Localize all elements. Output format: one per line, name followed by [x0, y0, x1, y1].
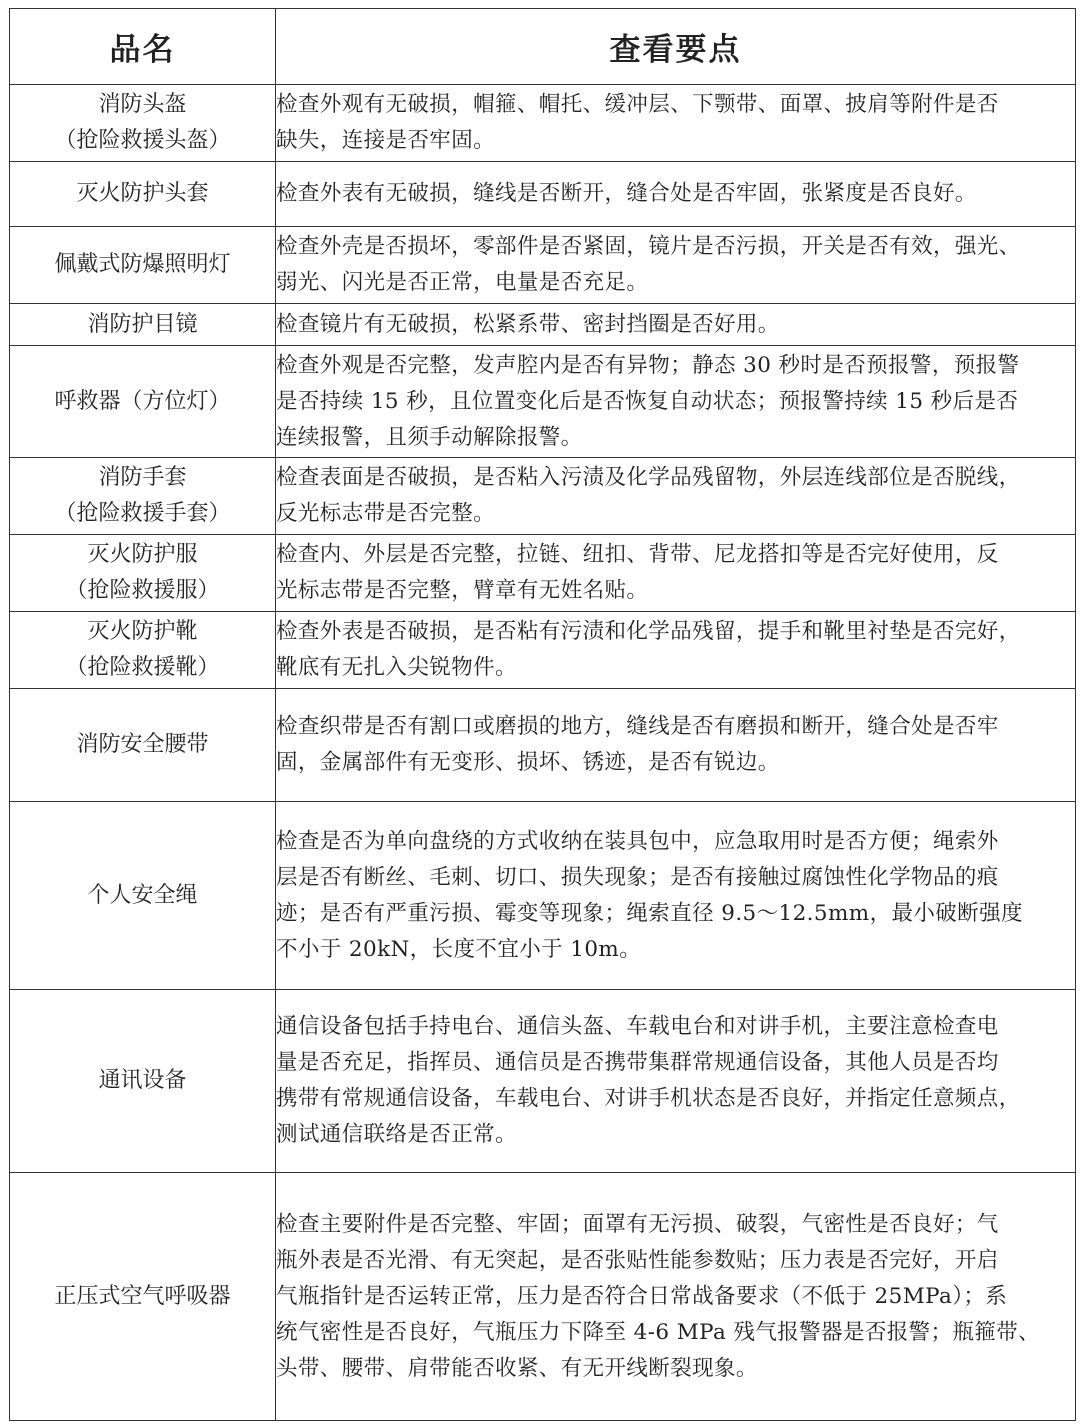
points-line: 检查表面是否破损，是否粘入污渍及化学品残留物，外层连线部位是否脱线，	[276, 465, 1021, 490]
item-name	[10, 1173, 276, 1421]
points-line: 检查是否为单向盘绕的方式收纳在装具包中，应急取用时是否方便；绳索外	[276, 828, 999, 854]
item-name-line: （抢险救援头盔）	[54, 128, 231, 153]
points-line: 气瓶指针是否运转正常，压力是否符合日常战备要求（不低于 25MPa）；系	[276, 1283, 1008, 1309]
points-line: 连续报警，且须手动解除报警。	[276, 424, 583, 450]
table-row	[10, 802, 1076, 990]
points-line: 缺失，连接是否牢固。	[276, 128, 496, 153]
header-row	[10, 9, 1076, 85]
item-points	[276, 346, 1076, 458]
points-line: 弱光、闪光是否正常，电量是否充足。	[276, 270, 649, 295]
item-name-line: 正压式空气呼吸器	[54, 1283, 231, 1309]
item-name-line: 消防安全腰带	[76, 732, 209, 757]
points-line: 检查外表是否破损，是否粘有污渍和化学品残留，提手和靴里衬垫是否完好，	[276, 619, 1021, 644]
table-row	[10, 990, 1076, 1173]
points-line: 统气密性是否良好，气瓶压力下降至 4-6 MPa 残气报警器是否报警；瓶箍带、	[276, 1319, 1041, 1345]
item-name-line: 佩戴式防爆照明灯	[54, 252, 231, 277]
points-line: 检查内、外层是否完整，拉链、纽扣、背带、尼龙搭扣等是否完好使用，反	[276, 542, 999, 567]
item-name-line: 消防头盔	[98, 92, 187, 117]
table-row	[10, 85, 1076, 162]
table-row	[10, 346, 1076, 458]
table-row	[10, 458, 1076, 535]
points-line: 反光标志带是否完整。	[276, 501, 496, 526]
points-line: 携带有常规通信设备，车载电台、对讲手机状态是否良好，并指定任意频点，	[276, 1086, 1021, 1111]
points-line: 检查织带是否有割口或磨损的地方，缝线是否有磨损和断开，缝合处是否牢	[276, 714, 999, 739]
points-line: 通信设备包括手持电台、通信头盔、车载电台和对讲手机，主要注意检查电	[276, 1014, 999, 1039]
table-row	[10, 535, 1076, 612]
points-line: 不小于 20kN，长度不宜小于 10m。	[276, 936, 642, 962]
points-line: 测试通信联络是否正常。	[276, 1122, 517, 1147]
points-line: 是否持续 15 秒，且位置变化后是否恢复自动状态；预报警持续 15 秒后是否	[276, 388, 1019, 414]
item-name	[10, 689, 276, 802]
table-row	[10, 227, 1076, 304]
item-points	[276, 458, 1076, 535]
item-points	[276, 535, 1076, 612]
item-name-line: 灭火防护靴	[87, 619, 198, 644]
item-name-line: （抢险救援服）	[65, 578, 220, 603]
item-name	[10, 85, 276, 162]
points-line: 靴底有无扎入尖锐物件。	[276, 655, 517, 680]
item-name-line: （抢险救援靴）	[65, 655, 220, 680]
item-points	[276, 612, 1076, 689]
item-name	[10, 612, 276, 689]
points-line: 迹；是否有严重污损、霉变等现象；绳索直径 9.5～12.5mm，最小破断强度	[276, 900, 1023, 926]
points-line: 检查外观有无破损，帽箍、帽托、缓冲层、下颚带、面罩、披肩等附件是否	[276, 92, 999, 117]
item-name-line: 灭火防护服	[87, 542, 198, 567]
item-name	[10, 227, 276, 304]
table-row	[10, 612, 1076, 689]
item-name-line: 消防护目镜	[87, 311, 198, 337]
table-row	[10, 162, 1076, 227]
item-points	[276, 227, 1076, 304]
points-line: 检查外壳是否损坏，零部件是否紧固，镜片是否污损，开关是否有效，强光、	[276, 234, 1021, 259]
table-row	[10, 304, 1076, 346]
item-points	[276, 689, 1076, 802]
table-row	[10, 1173, 1076, 1421]
item-points	[276, 1173, 1076, 1421]
points-line: 固，金属部件有无变形、损坏、锈迹，是否有锐边。	[276, 750, 780, 775]
points-line: 检查外表有无破损，缝线是否断开，缝合处是否牢固，张紧度是否良好。	[276, 181, 977, 206]
points-line: 层是否有断丝、毛刺、切口、损失现象；是否有接触过腐蚀性化学物品的痕	[276, 864, 999, 890]
points-line: 头带、腰带、肩带能否收紧、有无开线断裂现象。	[276, 1355, 758, 1381]
item-points	[276, 162, 1076, 227]
header-name: 品名	[10, 9, 276, 85]
points-line: 检查镜片有无破损，松紧系带、密封挡圈是否好用。	[276, 311, 780, 337]
header-points: 查看要点	[276, 9, 1076, 85]
item-name-line: 灭火防护头套	[76, 181, 209, 206]
points-line: 瓶外表是否光滑、有无突起，是否张贴性能参数贴；压力表是否完好，开启	[276, 1247, 999, 1273]
inspection-table	[9, 8, 1076, 1421]
table-row	[10, 689, 1076, 802]
points-line: 检查外观是否完整，发声腔内是否有异物；静态 30 秒时是否预报警，预报警	[276, 352, 1020, 378]
item-name	[10, 535, 276, 612]
item-name-line: 个人安全绳	[87, 882, 198, 908]
item-points	[276, 304, 1076, 346]
item-name-line: 消防手套	[98, 465, 187, 490]
item-name	[10, 162, 276, 227]
points-line: 检查主要附件是否完整、牢固；面罩有无污损、破裂，气密性是否良好；气	[276, 1211, 999, 1237]
item-name-line: 通讯设备	[98, 1068, 187, 1093]
item-points	[276, 802, 1076, 990]
item-name	[10, 458, 276, 535]
points-line: 光标志带是否完整，臂章有无姓名贴。	[276, 578, 649, 603]
item-name	[10, 990, 276, 1173]
item-name-line: （抢险救援手套）	[54, 501, 231, 526]
item-points	[276, 85, 1076, 162]
item-name-line: 呼救器（方位灯）	[54, 388, 231, 414]
item-name	[10, 304, 276, 346]
points-line: 量是否充足，指挥员、通信员是否携带集群常规通信设备，其他人员是否均	[276, 1050, 999, 1075]
item-name	[10, 346, 276, 458]
item-name	[10, 802, 276, 990]
item-points	[276, 990, 1076, 1173]
